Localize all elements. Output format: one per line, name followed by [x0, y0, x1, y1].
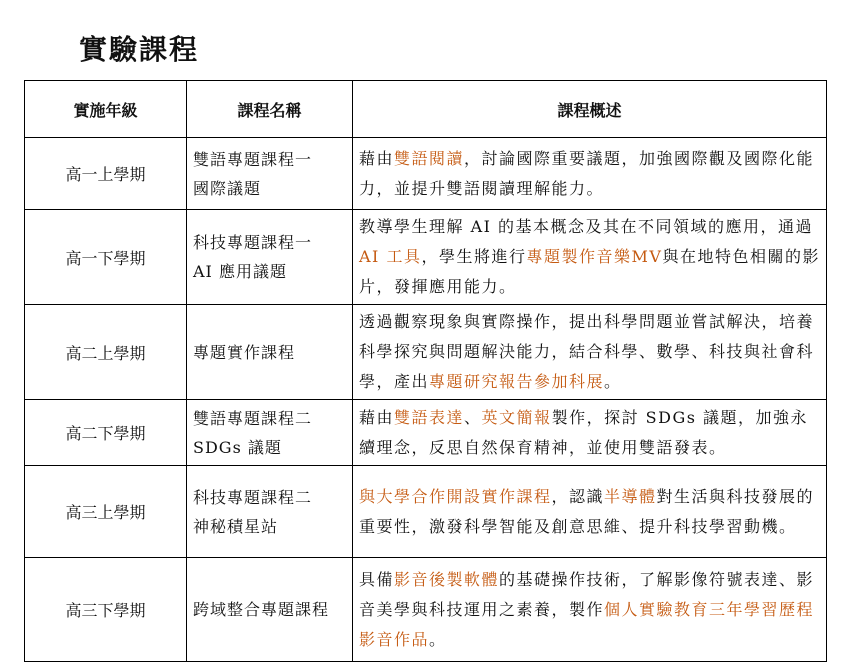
course-name-line: AI 應用議題: [193, 262, 287, 281]
highlighted-text: 與大學合作開設實作課程: [359, 486, 552, 506]
course-name-line: SDGs 議題: [193, 437, 282, 457]
course-name-line: 科技專題課程二: [193, 487, 313, 507]
highlighted-text: 影音後製軟體: [394, 569, 500, 589]
table-row: [25, 138, 827, 210]
course-name-line: 神秘積星站: [193, 516, 279, 536]
grade-cell: 高一上學期: [25, 138, 187, 210]
course-overview-cell: [353, 400, 827, 466]
course-name-line: 雙語專題課程一: [193, 149, 313, 169]
overview-text: 。: [429, 629, 447, 649]
highlighted-text: 雙語閱讀: [394, 148, 465, 168]
highlighted-text: 英文簡報: [481, 407, 552, 427]
curriculum-table: [24, 80, 827, 662]
overview-text: ，討論國際重要議題，加強國際觀及國際化能力，並提升雙語閱讀理解能力。: [359, 148, 815, 198]
overview-text: 具備: [359, 569, 395, 589]
course-name-cell: [187, 138, 353, 210]
course-name-line: 科技專題課程一: [193, 233, 313, 252]
course-name-cell: [187, 210, 353, 305]
course-name-line: 專題實作課程: [193, 342, 296, 362]
grade-cell: 高三上學期: [25, 466, 187, 558]
course-overview-cell: [353, 138, 827, 210]
highlighted-text: 專題研究報告參加科展: [429, 372, 605, 391]
overview-text: 教導學生理解 AI 的基本概念及其在不同領域的應用，通過: [359, 217, 814, 236]
highlighted-text: 專題製作音樂MV: [526, 247, 663, 266]
grade-cell: 高一下學期: [25, 210, 187, 305]
overview-text: ，學生將進行: [421, 247, 527, 266]
table-row: [25, 210, 827, 305]
course-name-cell: [187, 466, 353, 558]
page-title: 實驗課程: [79, 33, 200, 66]
grade-cell: 高二下學期: [25, 400, 187, 466]
highlighted-text: 雙語表達: [394, 407, 465, 427]
grade-cell: 高二上學期: [25, 305, 187, 400]
course-name-cell: [187, 400, 353, 466]
course-name-line: 雙語專題課程二: [193, 408, 313, 428]
header-course-overview: 課程概述: [353, 81, 827, 138]
table-row: [25, 305, 827, 400]
table-row: [25, 558, 827, 662]
overview-text: 的基礎操作技術，了解影像符號表達、影音美學與科技運用之素養，製作: [359, 569, 815, 619]
course-name-cell: [187, 558, 353, 662]
table-header-row: [25, 81, 827, 138]
course-overview-cell: [353, 466, 827, 558]
course-name-line: 跨域整合專題課程: [193, 600, 330, 619]
overview-text: 藉由: [359, 407, 395, 427]
course-name-line: 國際議題: [193, 178, 262, 198]
overview-text: ，認識: [551, 486, 605, 506]
overview-text: 透過觀察現象與實際操作，提出科學問題並嘗試解決，培養科學探究與問題解決能力，結合科學、數學、科技與社會科學，產出: [359, 312, 815, 391]
header-course-name: 課程名稱: [187, 81, 353, 138]
overview-text: 、: [464, 407, 482, 427]
overview-text: 。: [604, 372, 622, 391]
table-row: [25, 400, 827, 466]
overview-text: 藉由: [359, 148, 395, 168]
header-grade: 實施年級: [25, 81, 187, 138]
highlighted-text: 個人實驗教育三年學習歷程影音作品: [359, 599, 815, 649]
table-row: [25, 466, 827, 558]
course-name-cell: [187, 305, 353, 400]
course-overview-cell: [353, 558, 827, 662]
overview-text: 與在地特色相關的影片，發揮應用能力。: [359, 247, 820, 296]
highlighted-text: 半導體: [604, 486, 657, 506]
highlighted-text: AI 工具: [359, 247, 422, 266]
overview-text: 製作，探討 SDGs 議題，加強永續理念，反思自然保育精神，並使用雙語發表。: [359, 407, 809, 457]
course-overview-cell: [353, 305, 827, 400]
course-overview-cell: [353, 210, 827, 305]
grade-cell: 高三下學期: [25, 558, 187, 662]
overview-text: 對生活與科技發展的重要性，激發科學智能及創意思維、提升科技學習動機。: [359, 486, 815, 536]
